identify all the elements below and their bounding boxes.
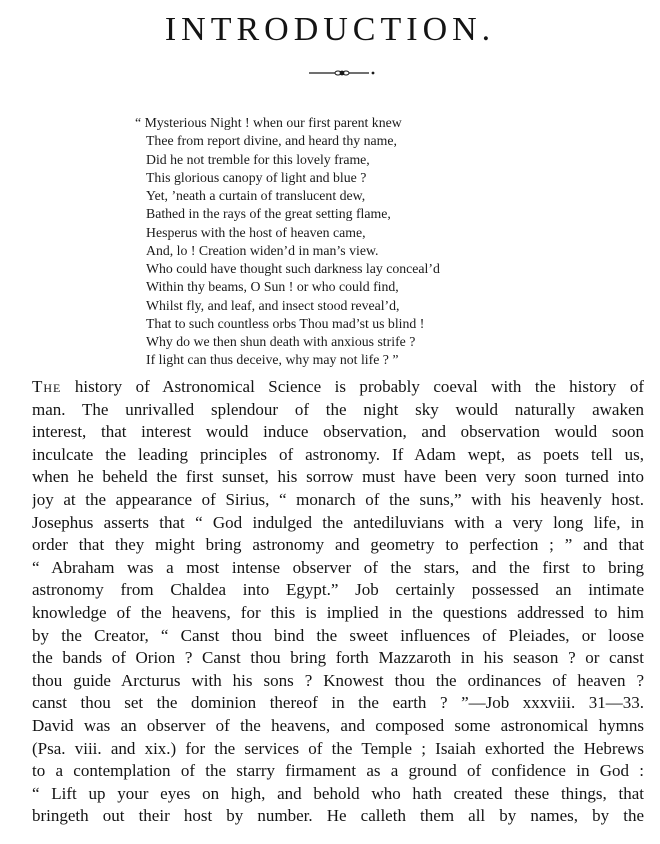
poem-line: Within thy beams, O Sun ! or who could find, [146,279,399,295]
paragraph-line: by the Creator, “ Canst thou bind the sweet influences of Pleiades, or loose [32,625,644,645]
body-paragraph [32,376,644,828]
paragraph-line: Josephus asserts that “ God indulged the antediluvians with a very long life, in [32,512,644,532]
poem-line: “ Mysterious Night ! when our first parent knew [135,115,402,130]
paragraph-line: man. The unrivalled splendour of the night sky would naturally awaken [32,399,644,419]
poem-line: Thee from report divine, and heard thy name, [146,133,397,149]
paragraph-line: “ Abraham was a most intense observer of the stars, and the first to bring [32,557,644,577]
poem-line: Yet, ’neath a curtain of translucent dew, [146,188,366,203]
paragraph-line: thou guide Arcturus with his sons ? Knowest thou the ordinances of heaven ? [32,670,644,690]
paragraph-line: when he beheld the first sunset, his sorrow must have been very soon turned into [32,467,644,487]
poem-line: Why do we then shun death with anxious strife ? [146,334,416,349]
lead-word: The [32,377,62,396]
poem-line: This glorious canopy of light and blue ? [146,169,367,185]
paragraph-line: order that they might bring astronomy and geometry to perfection ; ” and that [32,535,644,555]
poem-line: If light can thus deceive, why may not life ? ” [146,352,399,368]
page-title: INTRODUCTION. [164,11,496,48]
paragraph-line: “ Lift up your eyes on high, and behold who hath created these things, that [32,783,644,803]
paragraph-line: (Psa. viii. and xix.) for the services of the Temple ; Isaiah exhorted the Hebrews [32,738,644,758]
paragraph-line: bringeth out their host by number. He calleth them all by names, by the [32,806,644,826]
paragraph-line: canst thou set the dominion thereof in the earth ? ”—Job xxxviii. 31—33. [32,693,644,713]
paragraph-line: joy at the appearance of Sirius, “ monarch of the suns,” with his heavenly host. [32,489,644,509]
poem-line: That to such countless orbs Thou mad’st us blind ! [146,315,425,331]
poem-line: Who could have thought such darkness lay conceal’d [146,261,440,276]
poem-line: Hesperus with the host of heaven came, [146,224,366,240]
epigraph-poem [135,114,605,370]
ornamental-rule [307,68,377,78]
paragraph-line: inculcate the leading principles of astronomy. If Adam wept, as poets tell us, [32,444,644,464]
poem-line: Bathed in the rays of the great setting flame, [146,206,391,222]
poem-line: And, lo ! Creation widen’d in man’s view. [146,242,379,258]
paragraph-line: the bands of Orion ? Canst thou bring forth Mazzaroth in his season ? or canst [32,648,644,668]
paragraph-line: knowledge of the heavens, for this is implied in the questions addressed to him [32,602,644,622]
paragraph-line [32,376,644,399]
poem-line: Did he not tremble for this lovely frame, [146,151,370,167]
paragraph-line: astronomy from Chaldea into Egypt.” Job certainly possessed an intimate [32,580,644,600]
paragraph-line: David was an observer of the heavens, and composed some astronomical hymns [32,715,644,735]
poem-line: Whilst fly, and leaf, and insect stood reveal’d, [146,297,400,313]
paragraph-line: to a contemplation of the starry firmament as a ground of confidence in God : [32,761,644,781]
first-line-text: history of Astronomical Science is probably coeval with the history of [61,377,644,396]
paragraph-line: interest, that interest would induce observation, and observation would soon [32,422,644,442]
